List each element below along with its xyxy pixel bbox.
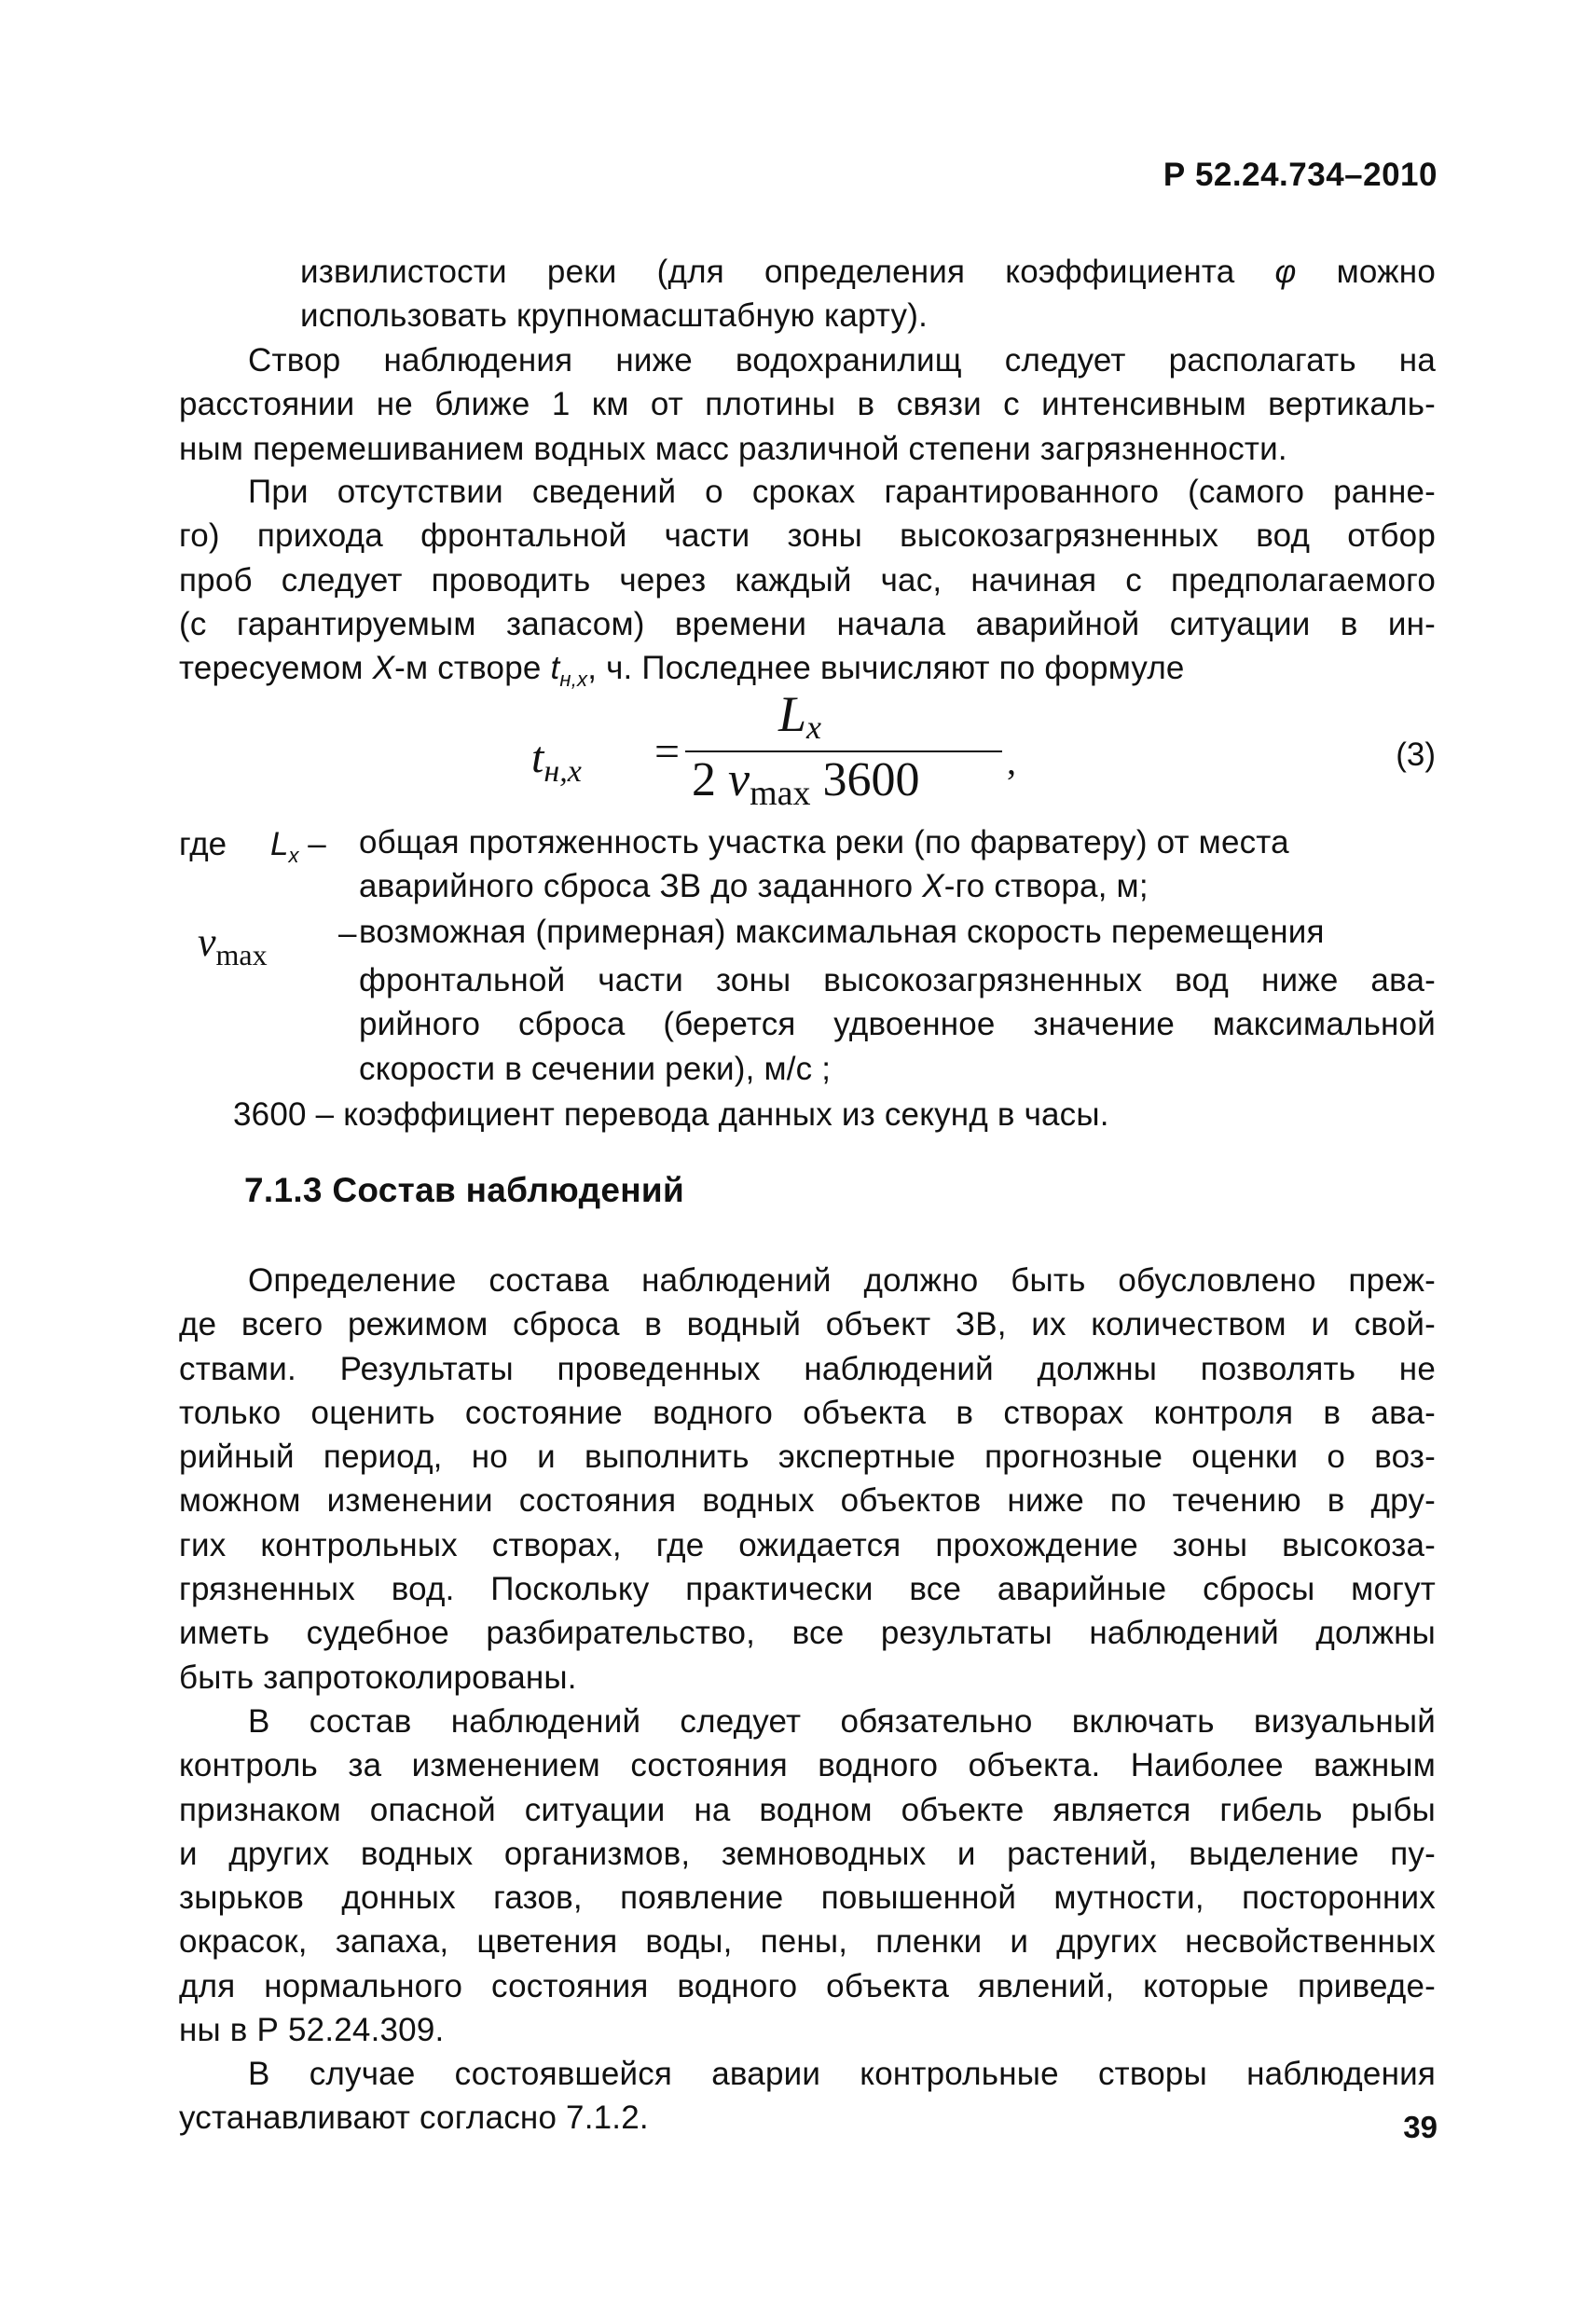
formula-comma: , [1007,740,1016,782]
vmax-definition-cont [359,958,1436,1091]
text-span: извилистости реки (для определения коэффициента [300,254,1275,290]
text-line: (с гарантируемым запасом) времени начала аварийной ситуации в ин- [179,605,1436,642]
text-line: ны в Р 52.24.309. [179,2012,445,2049]
formula-numerator [778,685,821,747]
text-line: контроль за изменением состояния водного объекта. Наиболее важным [179,1747,1436,1784]
text-line: де всего режимом сброса в водный объект ЗВ, их количеством и свой- [179,1306,1436,1343]
text-span: тересуемом [179,650,373,687]
text-line: рийного сброса (берется удвоенное значение максимальной [359,1006,1436,1043]
lx-letter: L [270,826,289,862]
lx-definition [359,820,1440,909]
text-line: только оценить состояние водного объекта в створах контроля в ава- [179,1394,1436,1431]
lx-subscript: x [288,844,299,867]
paragraph-vizual [179,1700,1436,2052]
text-line: фронтальной части зоны высокозагрязненных вод ниже ава- [359,962,1436,998]
section-heading: 7.1.3 Состав наблюдений [244,1171,684,1209]
page-number: 39 [1403,2110,1438,2144]
lx-dash: – [308,826,326,862]
k-symbol: 3600 [233,1096,307,1133]
text-line: устанавливают согласно 7.1.2. [179,2100,649,2137]
text-line: В состав наблюдений следует обязательно включать визуальный [248,1703,1436,1740]
vmax-definition [359,910,1440,954]
t-symbol: t [550,650,560,687]
x-variable: X [372,650,395,687]
formula-L-subscript: x [806,709,822,746]
text-line: ствами. Результаты проведенных наблюдений должны позволять не [179,1350,1436,1387]
vmax-symbol [198,918,268,972]
text-line: возможная (примерная) максимальная скорость перемещения [359,914,1325,950]
text-line: В случае состоявшейся аварии контрольные створы наблюдения [248,2056,1436,2092]
k-text: – коэффициент перевода данных из секунд в часы. [315,1096,1109,1133]
formula-v: v [728,753,750,806]
text-line: При отсутствии сведений о сроках гарантированного (самого ранне- [248,474,1436,510]
text-line: проб следует проводить через каждый час, начиная с предполагаемого [179,561,1436,599]
formula-equals: = [654,727,681,777]
paragraph-avaria [179,2052,1436,2141]
formula-lhs [531,732,582,790]
where-label: где [179,826,227,862]
text-line: грязненных вод. Поскольку практически все аварийные сбросы могут [179,1571,1436,1608]
text-line: окрасок, запаха, цветения воды, пены, пленки и других несвойственных [179,1923,1436,1961]
text-line: признаком опасной ситуации на водном объекте является гибель рыбы [179,1791,1436,1828]
text-span: -м створе [394,650,551,687]
document-code: Р 52.24.734–2010 [1163,157,1438,193]
formula-t-subscript: н,x [543,754,582,789]
text-line: можном изменении состояния водных объектов ниже по течению в дру- [179,1482,1436,1520]
text-line [300,250,1436,294]
text-line: для нормального состояния водного объекта явлений, которые приведе- [179,1967,1436,2004]
phi-symbol: φ [1274,254,1297,290]
text-line: Определение состава наблюдений должно быть обусловлено преж- [248,1262,1436,1299]
text-line: го) прихода фронтальной части зоны высокозагрязненных вод отбор [179,517,1436,555]
formula-two: 2 [692,753,716,806]
formula-denominator [692,752,920,814]
vmax-dash: – [338,916,357,952]
formula-v-subscript: max [750,774,811,813]
k-definition [233,1093,1109,1136]
text-line [359,864,1440,908]
text-line: быть запротоколированы. [179,1659,577,1696]
text-line: скорости в сечении реки), м/с ; [359,1050,832,1087]
paragraph-otbor [179,470,1436,701]
text-line: зырьков донных газов, появление повышенной мутности, посторонних [179,1879,1436,1917]
formula-L: L [778,686,807,742]
text-span: , ч. Последнее вычисляют по формуле [587,650,1185,687]
equation-number: (3) [1396,737,1436,773]
text-line: и других водных организмов, земноводных и растений, выделение пу- [179,1835,1436,1872]
paragraph-sostav [179,1259,1436,1700]
v-subscript: max [215,938,268,971]
v-letter: v [198,919,216,965]
formula-t: t [531,733,544,782]
text-line: иметь судебное разбирательство, все результаты наблюдений должны [179,1615,1436,1652]
formula-3 [531,685,1016,820]
paragraph-stvor [179,338,1436,471]
text-line: Створ наблюдения ниже водохранилищ следует располагать на [248,342,1436,379]
text-line: общая протяженность участка реки (по фарватеру) от места [359,824,1289,860]
formula-3600: 3600 [822,753,920,806]
text-span: можно [1296,254,1436,290]
text-line: использовать крупномасштабную карту). [300,297,928,335]
x-variable: X [922,868,944,905]
text-line: ным перемешиванием водных масс различной степени загрязненности. [179,430,1287,467]
lx-symbol [270,826,326,868]
text-line: гих контрольных створах, где ожидается прохождение зоны высокоза- [179,1526,1436,1563]
text-line: рийный период, но и выполнить экспертные прогнозные оценки о воз- [179,1439,1436,1476]
text-span: аварийного сброса ЗВ до заданного [359,868,923,905]
text-line: расстоянии не ближе 1 км от плотины в связи с интенсивным вертикаль- [179,386,1436,423]
intro-paragraph [300,250,1436,338]
t-subscript: н,x [559,668,588,692]
text-span: -го створа, м; [943,868,1149,905]
